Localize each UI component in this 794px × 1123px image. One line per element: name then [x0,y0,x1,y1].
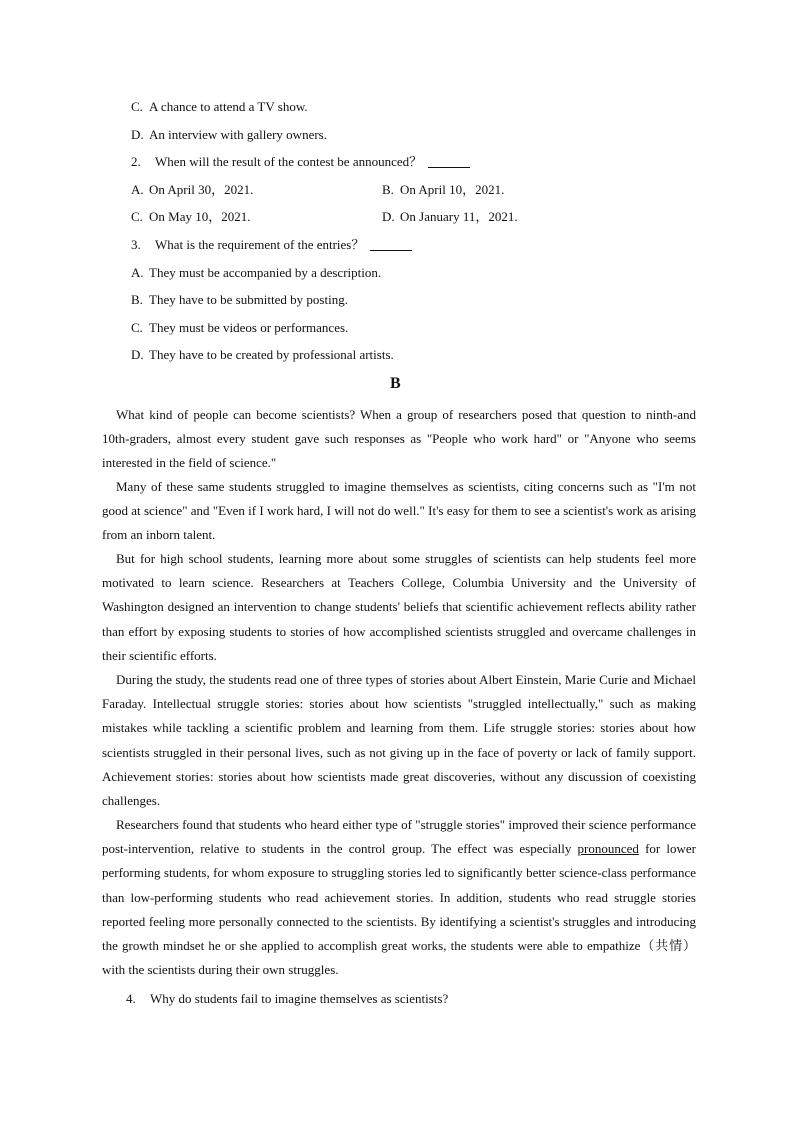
option-label: D. [382,209,395,224]
option-text: A chance to attend a TV show. [149,99,308,114]
question-text: When will the result of the contest be announced？ [155,154,423,169]
option-text: On April 30，2021. [149,182,254,197]
question-number: 3. [131,237,141,252]
q1-option-d [131,128,327,141]
option-label: A. [131,265,144,280]
option-label: D. [131,347,144,362]
answer-blank[interactable] [370,238,412,251]
question-text: Why do students fail to imagine themselves as scientists? [150,991,449,1006]
passage-paragraph-4 [102,668,696,813]
q3-option-c [131,321,348,334]
option-label: B. [131,292,143,307]
q3-option-b [131,293,348,306]
q2-option-c [131,210,250,223]
q3-option-d [131,348,394,361]
option-text: They must be accompanied by a description. [149,265,382,280]
paragraph-text: But for high school students, learning more about some struggles of scientists can help students feel more motivated to learn science. Researchers at Teachers College, Columbia University and the University of Washington designed an intervention to change students' beliefs that scientific achievement reflects ability rather than effort by exposing students to stories of how accomplished scientists struggled and overcame challenges in their scientific efforts. [102,551,696,663]
option-text: They have to be submitted by posting. [149,292,348,307]
option-text: An interview with gallery owners. [149,127,327,142]
question-number: 2. [131,154,141,169]
option-text: On May 10，2021. [149,209,251,224]
option-label: B. [382,182,394,197]
paragraph-text: Many of these same students struggled to imagine themselves as scientists, citing concerns such as "I'm not good at science" and "Even if I work hard, I will not do well." It's easy for them to see a scientist's work as arising from an inborn talent. [102,479,696,543]
question-2 [131,155,470,168]
paragraph-text-start: Researchers found that students who heard either type of "struggle stories" improved their science performance post-intervention, relative to students in the control group. The effect was especially [102,817,696,857]
q3-option-a [131,266,381,279]
option-text: They have to be created by professional artists. [149,347,394,362]
option-text: On January 11，2021. [400,209,518,224]
passage-paragraph-1 [102,403,696,476]
q2-option-d [382,210,518,223]
option-text: They must be videos or performances. [149,320,349,335]
q1-option-c [131,100,308,113]
question-4 [126,992,448,1005]
paragraph-text-end: for lower performing students, for whom exposure to struggling stories led to significantly better science-class performance than low-performing students who read achievement stories. In addition, students who read struggle stories reported feeling more personally connected to the scientists. By identifying a scientist's struggles and introducing the growth mindset he or she applied to accomplish great works, the students were able to empathize（共情）with the scientists during their own struggles. [102,841,696,978]
question-text: What is the requirement of the entries？ [155,237,365,252]
passage-paragraph-5 [102,813,696,982]
passage-paragraph-3 [102,547,696,668]
paragraph-text: What kind of people can become scientists? When a group of researchers posed that question to ninth-and 10th-graders, almost every student gave such responses as "People who work hard" or "Anyone who seems interested in the field of science." [102,407,696,471]
q2-option-a [131,183,253,196]
section-heading: B [390,375,401,392]
passage-paragraph-2 [102,475,696,548]
option-label: C. [131,99,143,114]
question-3 [131,238,412,251]
underlined-word: pronounced [577,841,639,857]
answer-blank[interactable] [428,155,470,168]
paragraph-text: During the study, the students read one of three types of stories about Albert Einstein, Marie Curie and Michael Faraday. Intellectual struggle stories: stories about how scientists "struggled intellectually," such as making mistakes while tackling a scientific problem and learning from them. Life struggle stories: stories about how scientists struggled in their personal lives, such as not giving up in the face of poverty or lack of family support. Achievement stories: stories about how scientists made great discoveries, without any discussion of coexisting challenges. [102,672,696,809]
option-label: C. [131,209,143,224]
option-text: On April 10，2021. [400,182,505,197]
option-label: A. [131,182,144,197]
question-number: 4. [126,991,136,1006]
option-label: C. [131,320,143,335]
option-label: D. [131,127,144,142]
q2-option-b [382,183,504,196]
